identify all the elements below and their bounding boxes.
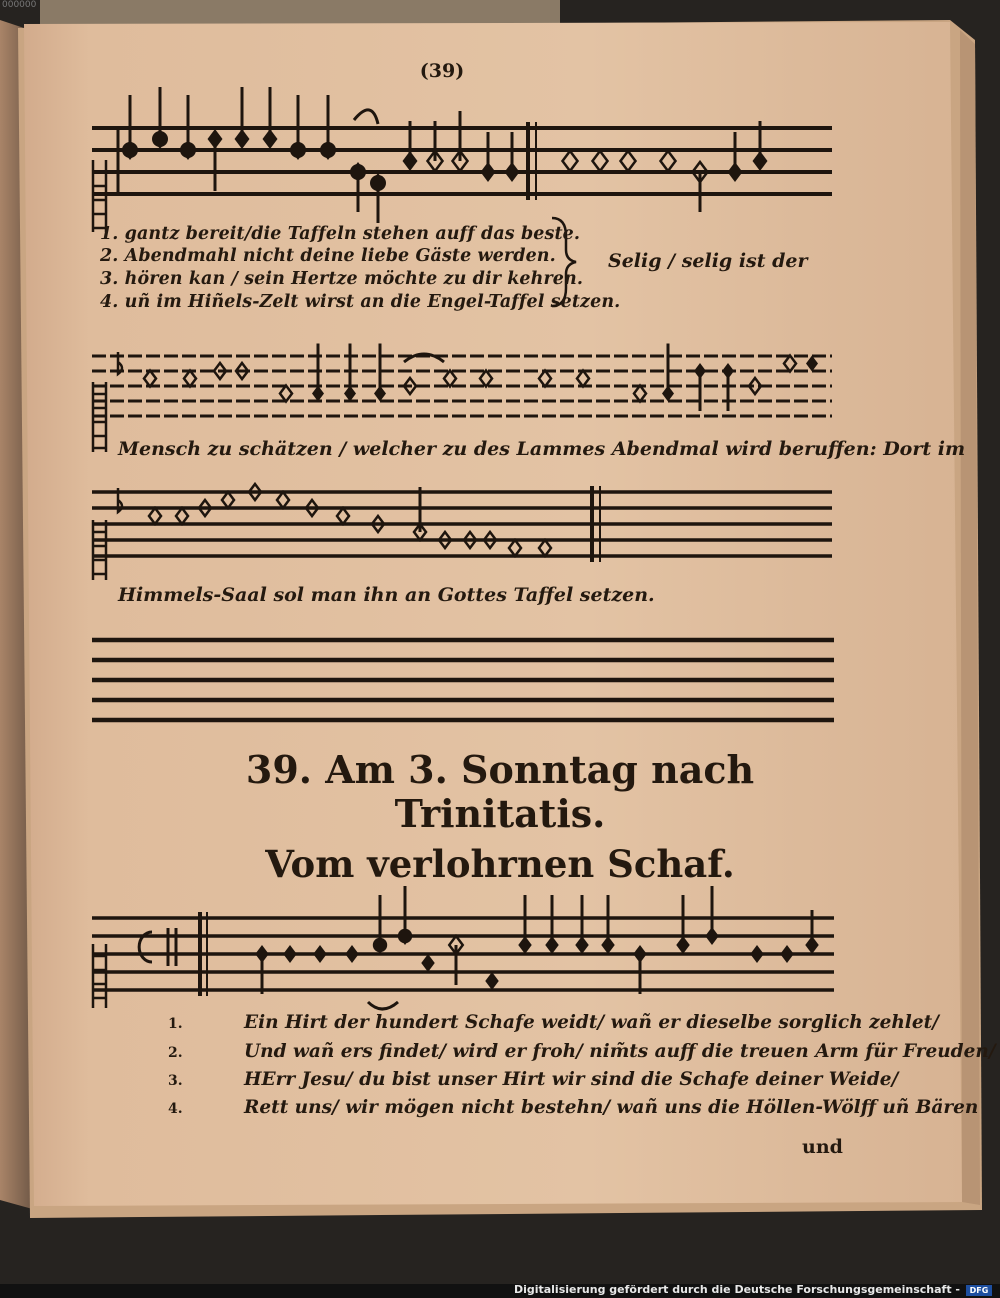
hymn-verse-2-text: Und wañ ers findet/ wird er froh/ nim̃ts auff die treuen Arm für Freuden/ bbox=[244, 1041, 996, 1062]
system1-refrain: Selig / selig ist der bbox=[608, 250, 808, 272]
catchword: und bbox=[802, 1136, 843, 1158]
hymn-verse-3-number: 3. bbox=[168, 1073, 183, 1089]
page-number: (39) bbox=[419, 60, 465, 82]
hymn-verse-1-number: 1. bbox=[168, 1016, 183, 1032]
hymn-subtitle: Vom verlohrnen Schaf. bbox=[265, 842, 735, 886]
system3-lyric: Himmels-Saal sol man ihn an Gottes Taffel setzen. bbox=[118, 584, 655, 606]
system1-verse-2: 2. Abendmahl nicht deine liebe Gäste werden. bbox=[100, 246, 556, 266]
hymn-title bbox=[240, 748, 760, 836]
footer-funding-text: Digitalisierung gefördert durch die Deutsche Forschungsgemeinschaft - bbox=[513, 1283, 960, 1296]
system1-verse-4: 4. uñ im Hiñels-Zelt wirst an die Engel-Taffel setzen. bbox=[100, 292, 621, 312]
system1-verse-3: 3. hören kan / sein Hertze möchte zu dir kehren. bbox=[100, 269, 584, 289]
system2-lyric: Mensch zu schätzen / welcher zu des Lammes Abendmal wird beruffen: Dort im bbox=[118, 438, 966, 460]
scan-id-label: 000000 bbox=[2, 0, 37, 10]
hymn-verse-4-number: 4. bbox=[168, 1101, 183, 1117]
dfg-logo: DFG bbox=[966, 1285, 992, 1296]
hymn-verse-1-text: Ein Hirt der hundert Schafe weidt/ wañ er dieselbe sorglich zehlet/ bbox=[244, 1012, 939, 1033]
hymn-verse-4-text: Rett uns/ wir mögen nicht bestehn/ wañ uns die Höllen-Wölff uñ Bären bbox=[244, 1097, 979, 1118]
hymn-title-line-1: 39. Am 3. Sonntag nach bbox=[245, 747, 755, 792]
system1-verse-1: 1. gantz bereit/die Taffeln stehen auff das beste. bbox=[100, 224, 581, 244]
hymn-verse-3-text: HErr Jesu/ du bist unser Hirt wir sind die Schafe deiner Weide/ bbox=[244, 1069, 899, 1090]
hymn-title-line-2: Trinitatis. bbox=[394, 791, 606, 836]
hymn-verse-2-number: 2. bbox=[168, 1045, 183, 1061]
